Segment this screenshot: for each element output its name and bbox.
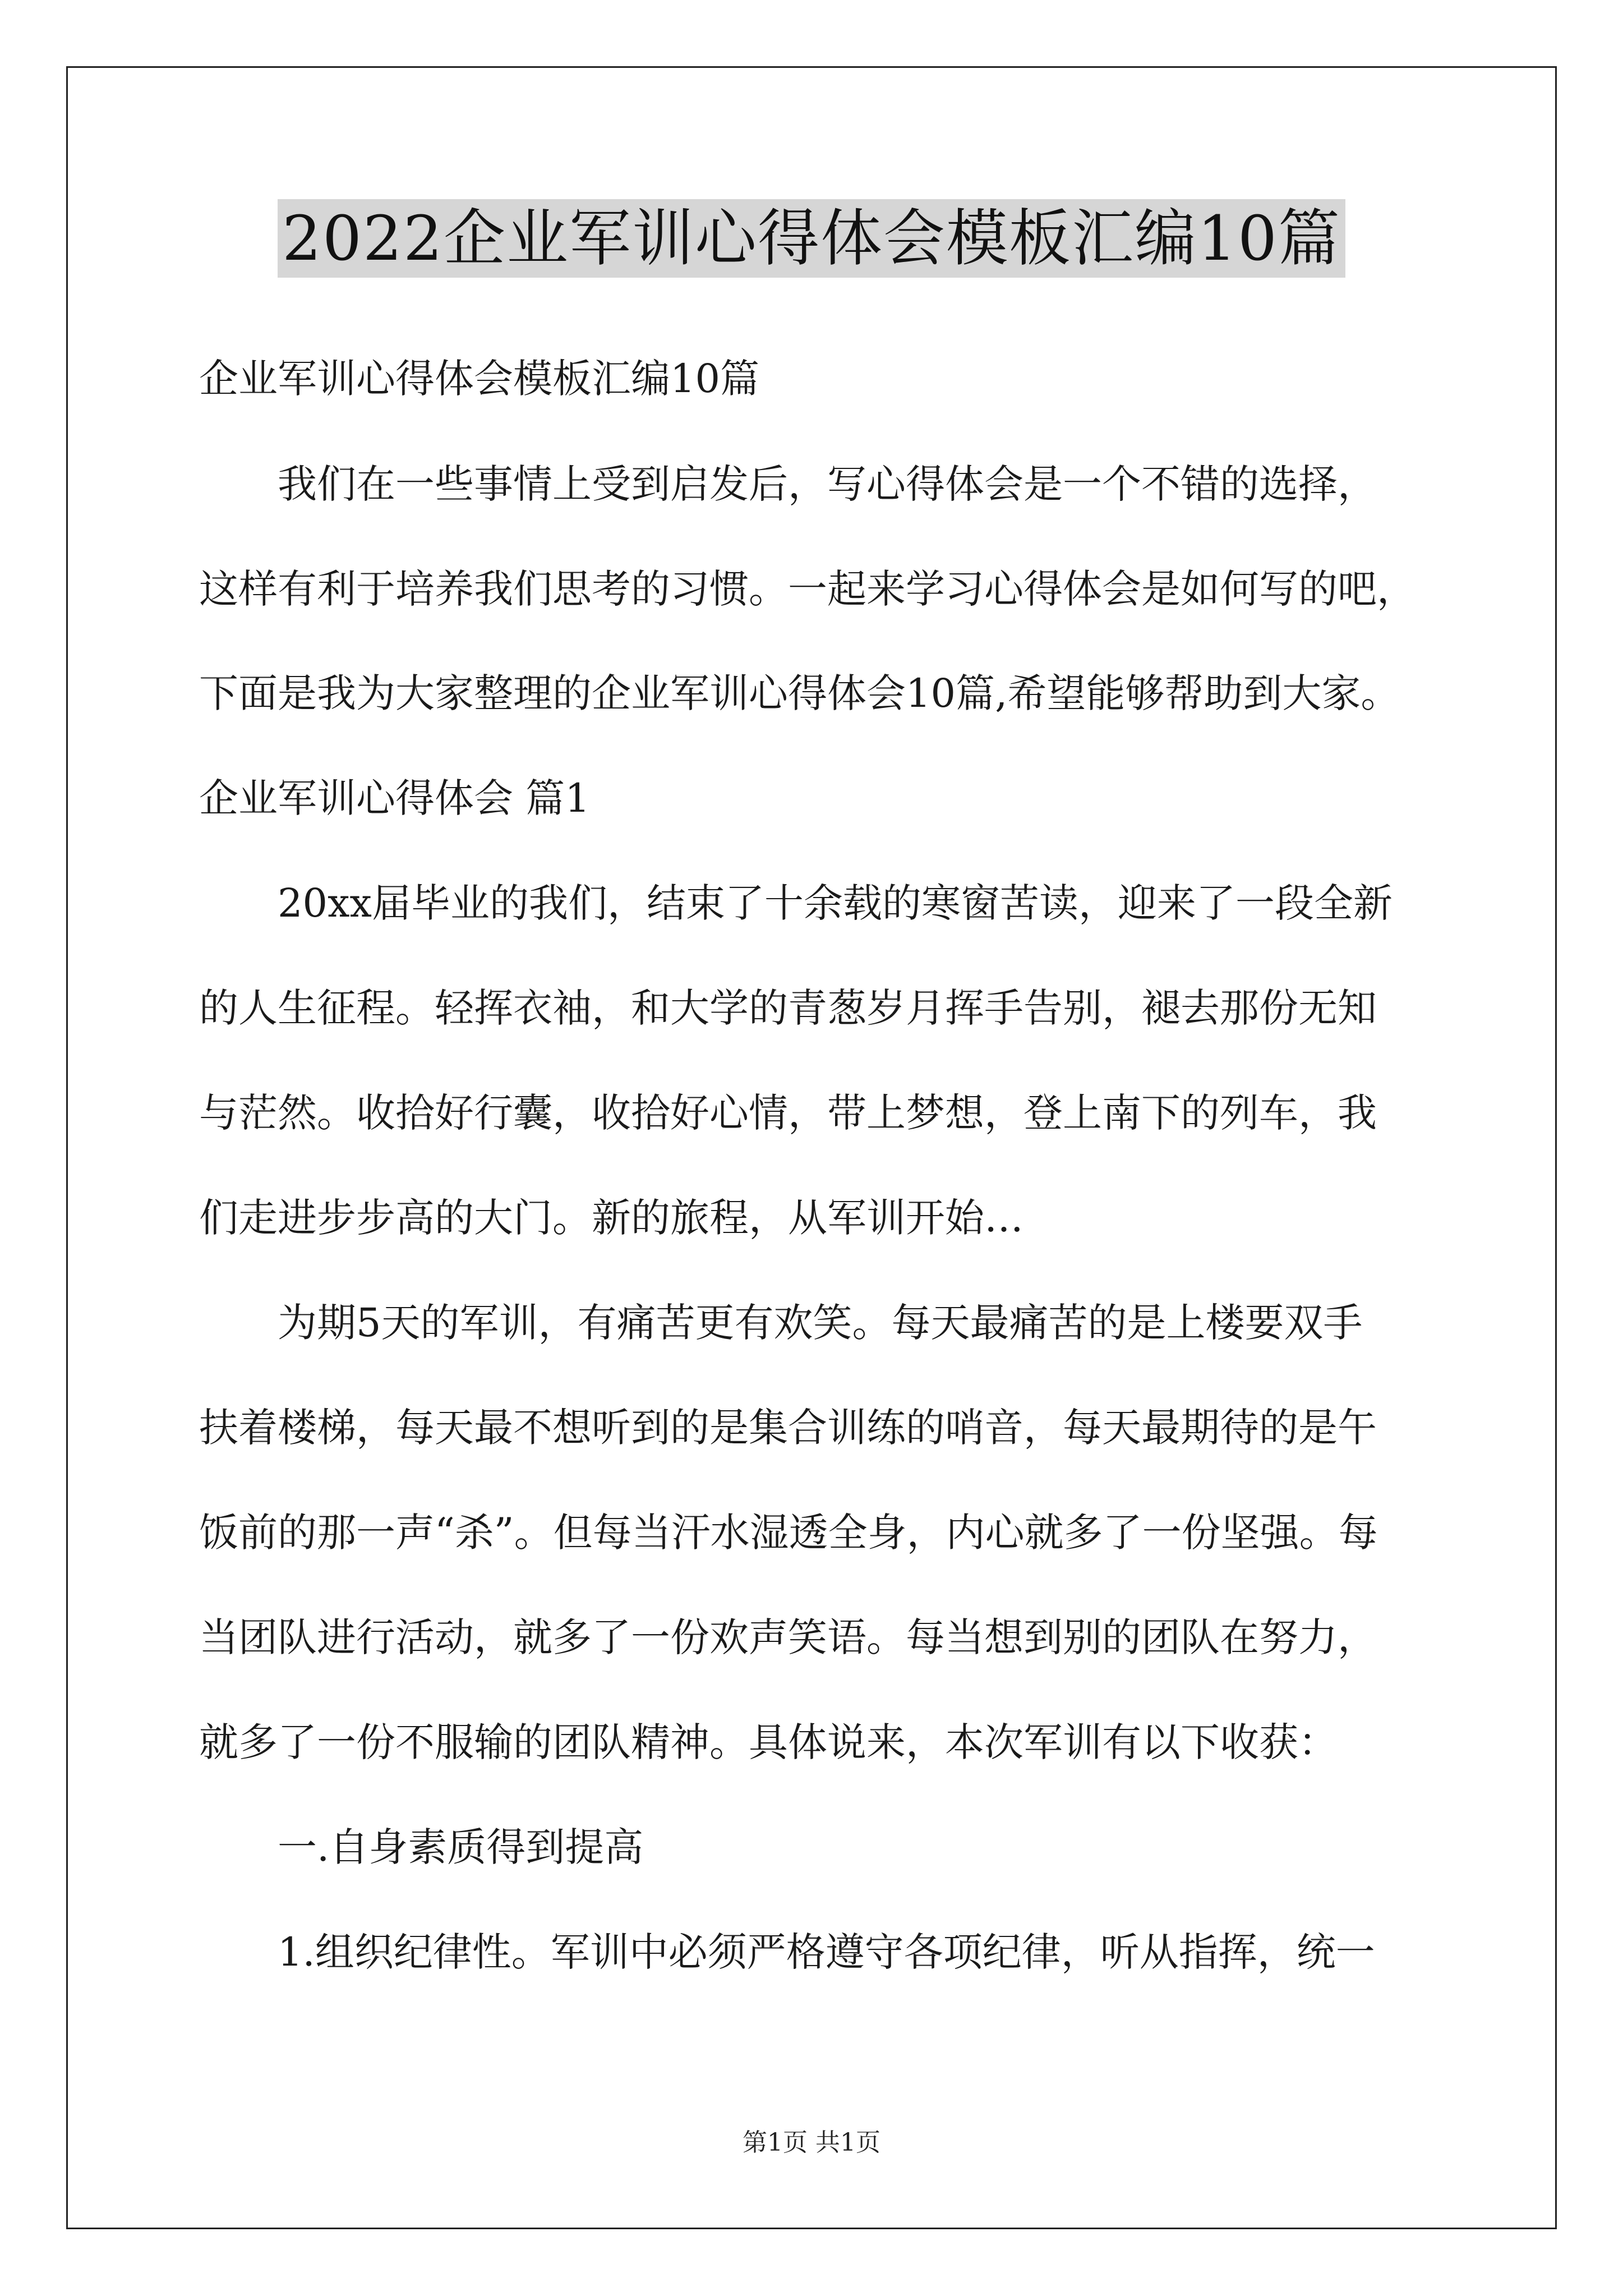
paragraph-line: 这样有利于培养我们思考的习惯。一起来学习心得体会是如何写的吧，	[199, 566, 1416, 612]
title-container	[0, 199, 1623, 278]
list-heading: 一.自身素质得到提高	[278, 1824, 644, 1870]
section-heading: 企业军训心得体会 篇1	[199, 775, 590, 821]
paragraph-line: 下面是我为大家整理的企业军训心得体会10篇,希望能够帮助到大家。	[199, 670, 1400, 716]
paragraph-line: 20xx届毕业的我们，结束了十余载的寒窗苦读，迎来了一段全新	[278, 880, 1393, 926]
paragraph-line: 们走进步步高的大门。新的旅程，从军训开始…	[199, 1195, 1023, 1241]
paragraph-line: 就多了一份不服输的团队精神。具体说来，本次军训有以下收获：	[199, 1719, 1338, 1765]
paragraph-line: 为期5天的军训，有痛苦更有欢笑。每天最痛苦的是上楼要双手	[278, 1300, 1363, 1346]
paragraph-line: 饭前的那一声“杀”。但每当汗水湿透全身，内心就多了一份坚强。每	[199, 1510, 1378, 1556]
paragraph-line: 当团队进行活动，就多了一份欢声笑语。每当想到别的团队在努力，	[199, 1614, 1377, 1660]
list-item: 1.组织纪律性。军训中必须严格遵守各项纪律，听从指挥，统一	[278, 1929, 1375, 1975]
paragraph-line: 扶着楼梯，每天最不想听到的是集合训练的哨音，每天最期待的是午	[199, 1405, 1377, 1451]
paragraph-line: 我们在一些事情上受到启发后，写心得体会是一个不错的选择，	[278, 461, 1377, 507]
document-title: 2022企业军训心得体会模板汇编10篇	[278, 199, 1345, 278]
subtitle-line: 企业军训心得体会模板汇编10篇	[199, 356, 760, 402]
page-footer: 第1页 共1页	[743, 2128, 880, 2157]
paragraph-line: 与茫然。收拾好行囊，收拾好心情，带上梦想，登上南下的列车，我	[199, 1090, 1377, 1136]
paragraph-line: 的人生征程。轻挥衣袖，和大学的青葱岁月挥手告别，褪去那份无知	[199, 985, 1377, 1031]
